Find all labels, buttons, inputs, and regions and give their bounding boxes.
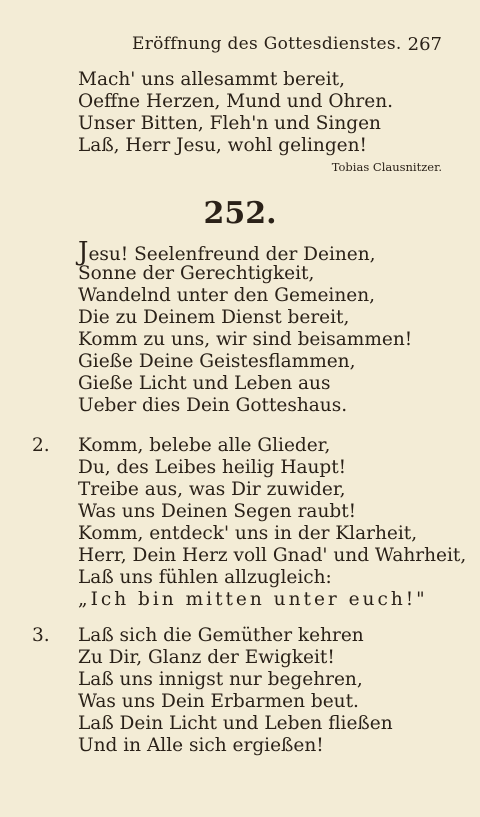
stanza1-line: Gieße Deine Geistesflammen, [78, 351, 356, 372]
stanza3-line: Und in Alle sich ergießen! [78, 735, 324, 756]
stanza2-line: Komm, entdeck' uns in der Klarheit, [78, 523, 418, 544]
stanza1-line: Komm zu uns, wir sind beisammen! [78, 329, 413, 350]
stanza2-line: Du, des Leibes heilig Haupt! [78, 457, 347, 478]
stanza3-line: Was uns Dein Erbarmen beut. [78, 691, 359, 712]
stanza3-line: Laß uns innigst nur begehren, [78, 669, 363, 690]
prev-hymn-line: Unser Bitten, Fleh'n und Singen [78, 113, 381, 134]
author-attribution: Tobias Clausnitzer. [331, 160, 442, 174]
stanza3-line: Laß sich die Gemüther kehren [78, 625, 364, 646]
page-header [0, 34, 480, 58]
hymn-number: 252. [203, 196, 277, 231]
first-line-text: esu! Seelenfreund der Deinen, [88, 244, 376, 265]
prev-hymn-line: Oeffne Herzen, Mund und Ohren. [78, 91, 394, 112]
running-title: Eröffnung des Gottesdienstes. [132, 34, 402, 54]
stanza2-line: Herr, Dein Herz voll Gnad' und Wahrheit, [78, 545, 467, 566]
stanza2-line: Laß uns fühlen allzugleich: [78, 567, 332, 588]
stanza2-line: Was uns Deinen Segen raubt! [78, 501, 357, 522]
stanza-number: 3. [32, 625, 50, 646]
prev-hymn-line: Laß, Herr Jesu, wohl gelingen! [78, 135, 367, 156]
drop-cap: J [78, 237, 89, 267]
stanza1-line: Sonne der Gerechtigkeit, [78, 263, 315, 284]
stanza1-line: Gieße Licht und Leben aus [78, 373, 331, 394]
prev-hymn-line: Mach' uns allesammt bereit, [78, 69, 345, 90]
stanza1-line: Wandelnd unter den Gemeinen, [78, 285, 376, 306]
stanza1-line: Die zu Deinem Dienst bereit, [78, 307, 350, 328]
stanza2-line: Treibe aus, was Dir zuwider, [78, 479, 346, 500]
stanza2-line: Komm, belebe alle Glieder, [78, 435, 331, 456]
stanza2-spaced-line: „Ich bin mitten unter euch!" [78, 589, 428, 610]
stanza3-line: Laß Dein Licht und Leben fließen [78, 713, 393, 734]
stanza-number: 2. [32, 435, 50, 456]
stanza3-line: Zu Dir, Glanz der Ewigkeit! [78, 647, 335, 668]
page-number: 267 [407, 34, 442, 55]
stanza1-line: Ueber dies Dein Gotteshaus. [78, 395, 348, 416]
